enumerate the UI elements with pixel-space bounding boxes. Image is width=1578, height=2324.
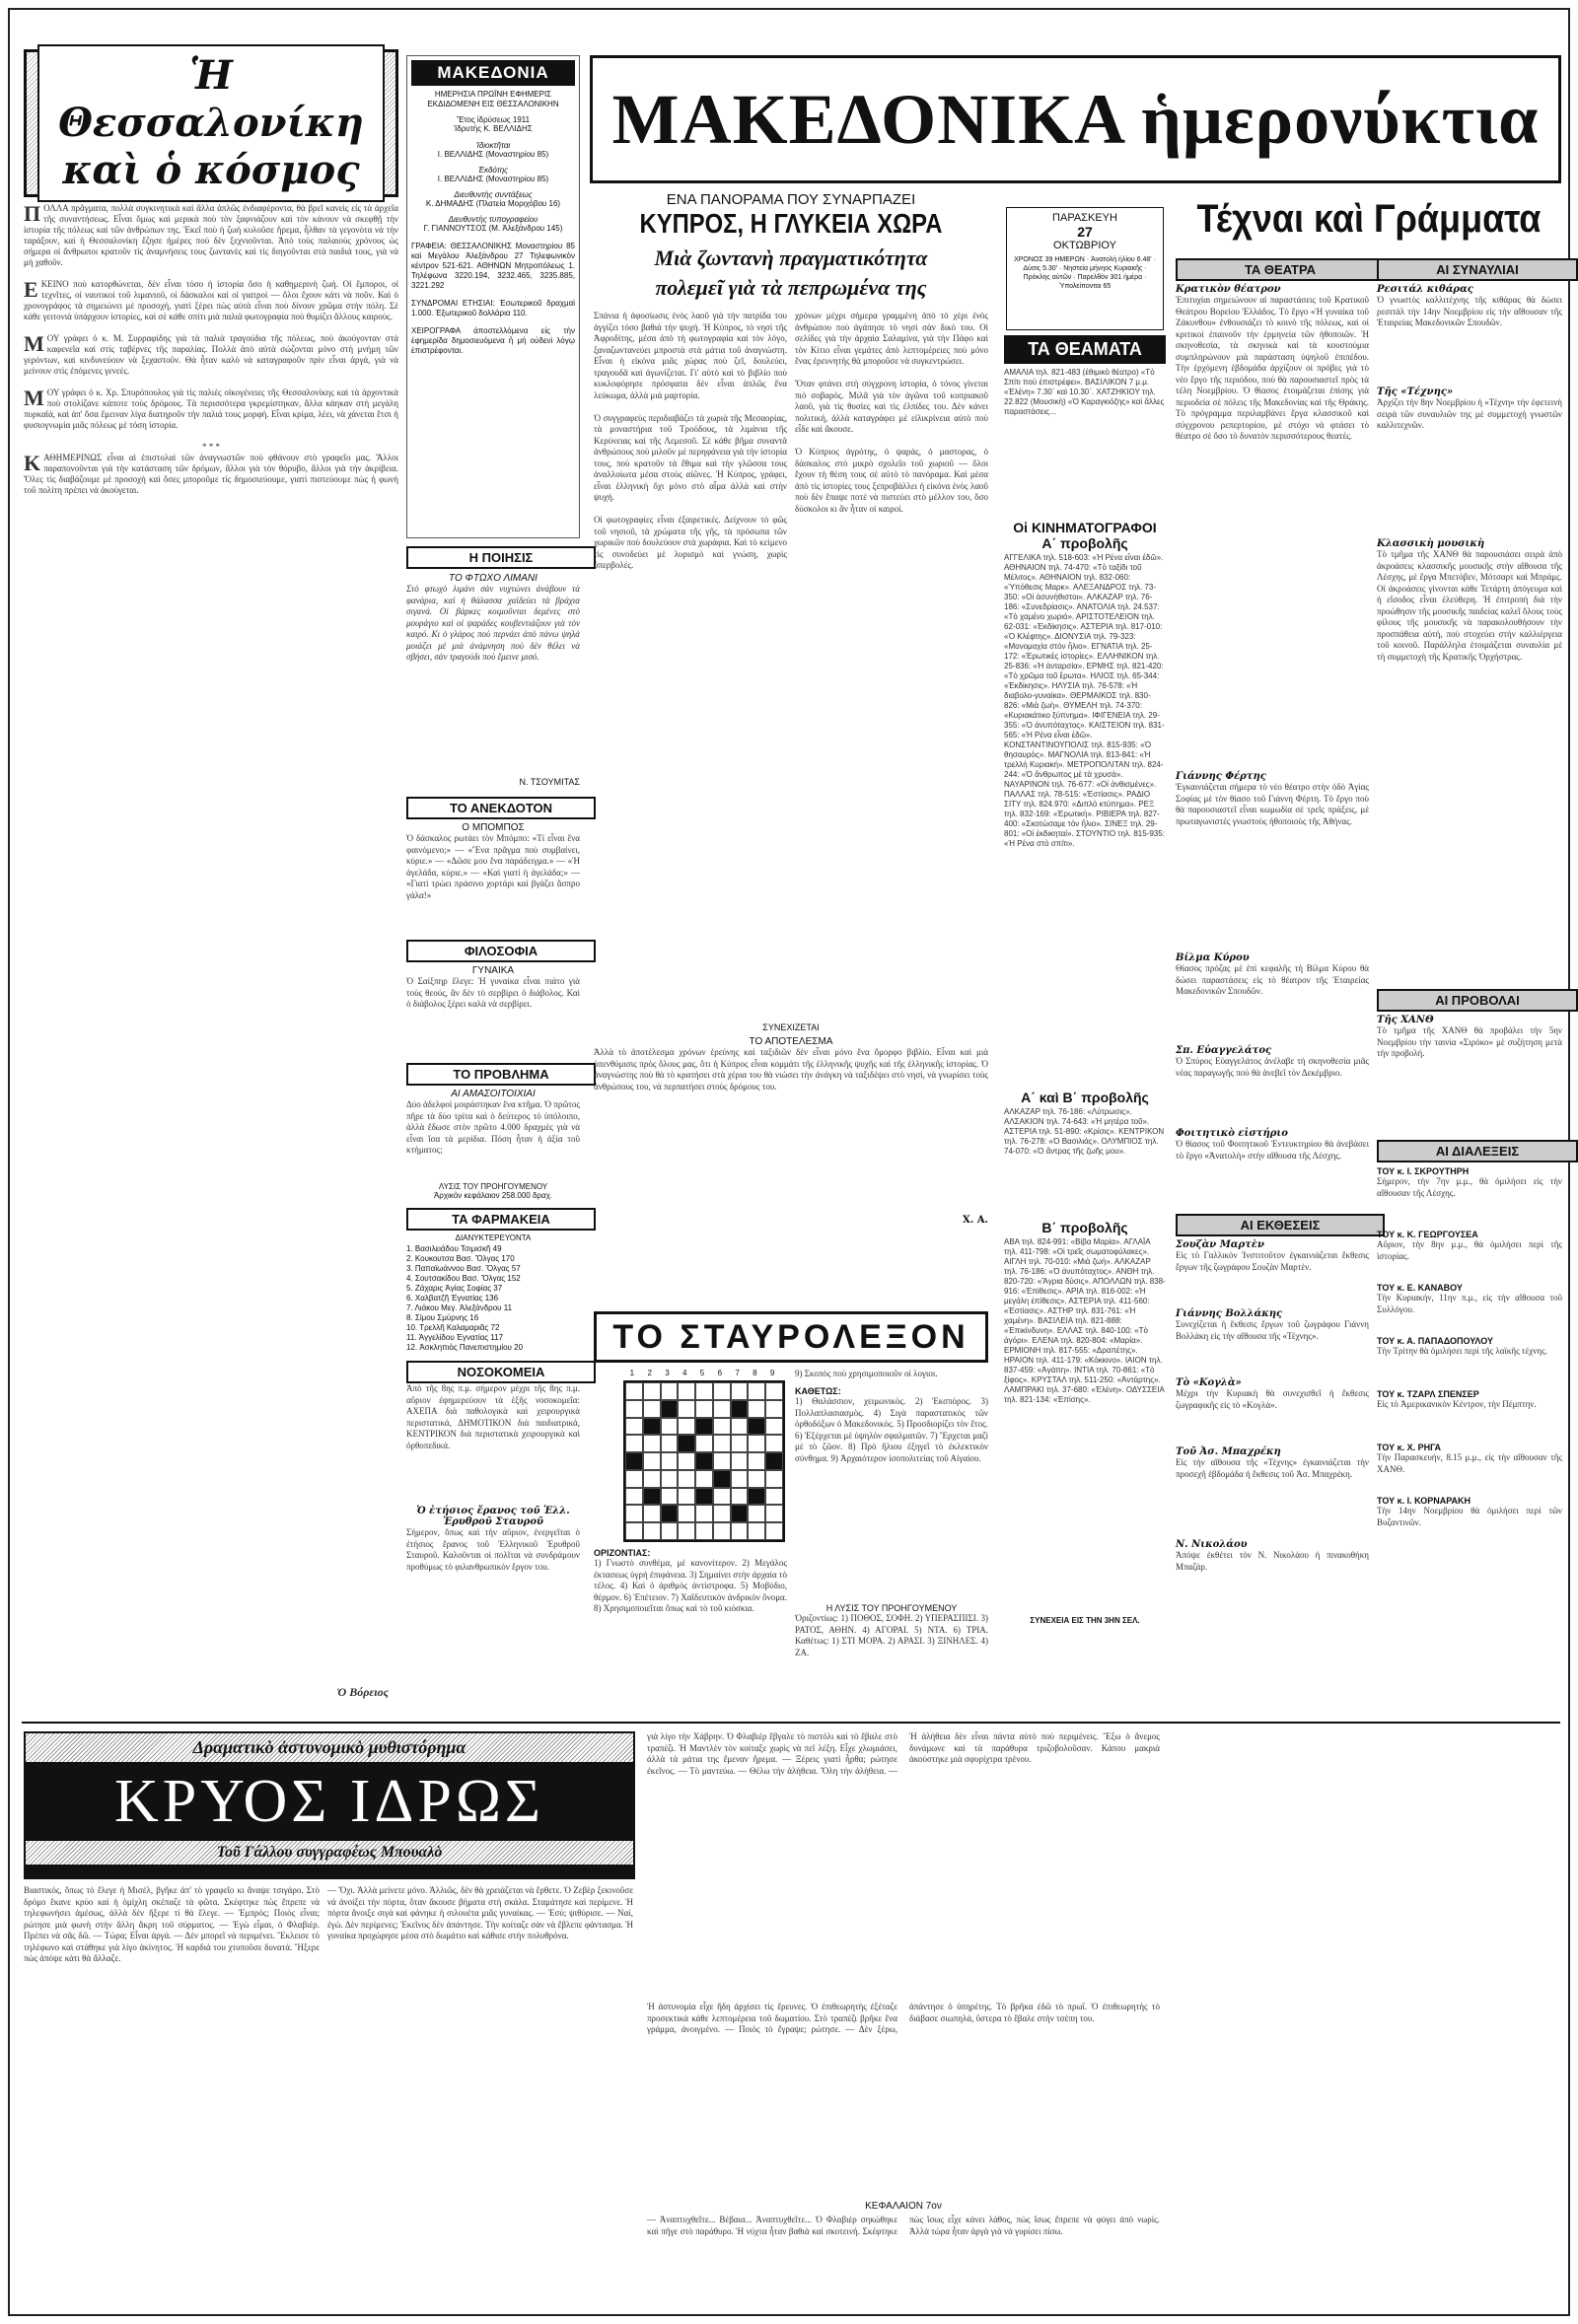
crossword-cell: [713, 1435, 731, 1452]
section-banner: [590, 55, 1561, 183]
cyprus-continue: ΣΥΝΕΧΙΖΕΤΑΙ: [762, 1022, 820, 1032]
problem-title: ΑΙ ΑΜΑΣΟΙΤΟΙΧΙΑΙ: [451, 1089, 536, 1099]
crossword-cell: [765, 1400, 783, 1418]
arts-title: Τέχναι καὶ Γράμματα: [1196, 197, 1542, 241]
cyprus-kicker: ΕΝΑ ΠΑΝΟΡΑΜΑ ΠΟΥ ΣΥΝΑΡΠΑΖΕΙ: [666, 191, 916, 208]
fundraiser-text: Σήμερον, ὅπως καὶ τὴν αὔριον, ἐνεργεῖται ὁ ἐτήσιος ἔρανος τοῦ Ἑλληνικοῦ Ἐρυθροῦ Σταυροῦ. Καλοῦνται οἱ πολῖται νὰ συνδράμουν προθύμως τὸ φιλανθρωπικὸν ἔργον του.: [406, 1527, 580, 1572]
lecture-3: ΤΟΥ κ. Ε. ΚΑΝΑΒΟΥ: [1377, 1283, 1463, 1293]
crossword-cell: [625, 1470, 643, 1488]
crossword-cell: [695, 1400, 713, 1418]
anecdote-title: Ο ΜΠΟΜΠΟΣ: [462, 822, 525, 833]
crossword-cell-black: [643, 1418, 661, 1436]
crossword-cell: [713, 1522, 731, 1540]
crossword-cell-black: [695, 1418, 713, 1436]
lecture-5-text: Εἰς τὸ Ἀμερικανικὸν Κέντρον, τὴν Πέμπτην.: [1377, 1399, 1537, 1409]
serial-author: Τοῦ Γάλλου συγγραφέως Μπουαλὸ: [26, 1841, 633, 1865]
crossword-cell: [678, 1522, 695, 1540]
crossword-cell: [713, 1400, 731, 1418]
crossword-cell: [678, 1470, 695, 1488]
crossword-numbers: [623, 1369, 781, 1377]
subscriptions: ΣΥΝΔΡΟΜΑΙ ΕΤΗΣΙΑΙ: Ἐσωτερικοῦ δραχμαὶ 1.000. Ἐξωτερικοῦ δολλάρια 110.: [411, 299, 575, 317]
crossword-cell: [678, 1418, 695, 1436]
lecture-6: ΤΟΥ κ. Χ. ΡΗΓΑ: [1377, 1443, 1442, 1452]
crossword-cell: [661, 1382, 679, 1400]
crossword-cell: [748, 1452, 765, 1470]
cyprus-title: ΚΥΠΡΟΣ, Η ΓΛΥΚΕΙΑ ΧΩΡΑ: [639, 208, 943, 239]
crossword-cell: [748, 1505, 765, 1522]
crossword-horizontal: [594, 1548, 787, 1716]
crossword-cell: [713, 1488, 731, 1506]
theatre-text: Ἐπιτυχίαι σημειώνουν αἱ παραστάσεις τοῦ Κρατικοῦ Θεάτρου Βορείου Ἑλλάδος. Τὸ ἔργο «Ἡ γυναίκα τοῦ Ζάκυνθου» ἐνθουσιάζει τὸ κοινὸ τῆς πόλεως, καὶ οἱ κριτικοὶ ἐπαινοῦν τὴν ἐρμηνεία τῶν ἠθοποιῶν. Ἡ σκηνοθεσία, τὰ σκηνικὰ καὶ τὰ κουστούμια συμπληρώνουν μιὰ παράσταση ὑψηλοῦ ἐπιπέδου. Τὴν ἐρχόμενη ἑβδομάδα ἀρχίζουν οἱ πρόβες γιὰ τὸ νέο ἔργο τῆς περιόδου, ποὺ θὰ παρουσιαστεῖ πρὸς τὰ τέλη Νοεμβρίου. Ὁ θίασος ἑτοιμάζεται ἐπίσης γιὰ περιοδεία σὲ πόλεις τῆς Μακεδονίας καὶ τῆς Θράκης. Τὸ πρόγραμμα περιλαμβάνει ἔργα κλασσικοῦ καὶ σύγχρονου ρεπερτορίου, μὲ στόχο νὰ φτάσει τὸ θέατρο σὲ ὅσο τὸ δυνατὸν περισσότερους θεατές.: [1176, 295, 1369, 441]
crossword-cell: [678, 1505, 695, 1522]
pharmacies-section: ΤΑ ΦΑΡΜΑΚΕΙΑ: [406, 1208, 596, 1231]
poem-author: Ν. ΤΣΟΥΜΙΤΑΣ: [519, 777, 580, 787]
crossword-cell: [765, 1470, 783, 1488]
crossword-title: ΤΟ ΣΤΑΥΡΟΛΕΞΟΝ: [594, 1311, 988, 1363]
date-month: ΟΚΤΩΒΡΙΟΥ: [1053, 240, 1116, 251]
theatre-sub: Κρατικὸν θέατρον: [1176, 284, 1281, 295]
crossword-cell: [625, 1522, 643, 1540]
crossword-vertical: [795, 1369, 988, 1714]
crossword-cell: [695, 1435, 713, 1452]
student-text: Ὁ θίασος τοῦ Φοιτητικοῦ Ἐντευκτηρίου θὰ ἀνεβάσει τὸ ἔργο «Ἀνατολὴ» στὴν αἴθουσα τῆς Λέσχης.: [1176, 1139, 1369, 1161]
cyprus-subtitle: Μιὰ ζωντανὴ πραγματικότητα πολεμεῖ γιὰ τὰ πεπρωμένα της: [654, 246, 928, 300]
serial-col-2: — Ὄχι. Ἀλλὰ μείνετε μόνο. Ἀλλιῶς, δὲν θὰ χρειάζεται νὰ ἔρθετε. Ὁ Ζεβὲρ ξεκινοῦσε νὰ ἀνοίξει τὴν πόρτα, ὅταν ἄκουσε βήματα στὴ σκάλα. Σταμάτησε καὶ περίμενε. Ἡ πόρτα ἄνοιξε σιγὰ καὶ φάνηκε ἡ σιλουέτα μιᾶς γυναίκας. — Ἐσύ; ψιθύρισε. — Ναί, ἐγώ. Δὲν περίμενες; Ἐκεῖνος δὲν ἀπάντησε. Τὴν κοίταζε σὰν νὰ ἔβλεπε φάντασμα. Ἡ γυναίκα προχώρησε μέσα στὸ δωμάτιο καὶ κάθισε στὴν πολυθρόνα.: [327, 1885, 633, 1940]
printing-director: Γ. ΓΙΑΝΝΟΥΤΣΟΣ (Μ. Ἀλεξάνδρου 145): [423, 224, 563, 233]
crossword-cell-black: [625, 1452, 643, 1470]
concerts-section: ΑΙ ΣΥΝΑΥΛΙΑΙ: [1377, 258, 1578, 281]
philosophy-text: Ὁ Σαίξπηρ ἔλεγε: Ἡ γυναίκα εἶναι πιάτο γιὰ τοὺς θεούς, ἂν δὲν τὸ σερβίρει ὁ διάβολος. Καὶ ὁ διάβολος ξέρει καλὰ νὰ σερβίρει.: [406, 976, 580, 1009]
exhibitions-section: ΑΙ ΕΚΘΕΣΕΙΣ: [1176, 1214, 1385, 1236]
crossword-cell: [731, 1470, 749, 1488]
crossword-cell: [748, 1382, 765, 1400]
exhibition-1: Σουζὰν Μαρτὲν: [1176, 1239, 1264, 1250]
problem-text: Δύο ἀδελφοὶ μοιράστηκαν ἕνα κτῆμα. Ὁ πρῶτος πῆρε τὰ δύο τρίτα καὶ ὁ δεύτερος τὸ ὑπόλοιπο, ἀλλὰ ἔδωσε στὸν πρῶτο 4.000 δραχμὲς γιὰ νὰ εἶναι ἴσα τὰ μερίδια. Πόση ἦταν ἡ ἀξία τοῦ κτήματος;: [406, 1099, 580, 1155]
crossword-number: 5: [699, 1369, 705, 1377]
hospitals-text: Ἀπὸ τῆς 8ης π.μ. σήμερον μέχρι τῆς 8ης π.μ. αὔριον ἐφημερεύουν τὰ ἑξῆς νοσοκομεῖα: ΑΧΕΠΑ διὰ παθολογικὰ καὶ χειρουργικὰ περιστατικά, ΔΗΜΟΤΙΚΟΝ διὰ παιδιατρικά, ΚΕΝΤΡΙΚΟΝ διὰ περιστατικὰ χειρουργικὰ καὶ ὀρθοπεδικά.: [406, 1383, 580, 1450]
crossword-cell: [695, 1505, 713, 1522]
crossword-vertical-label: ΚΑΘΕΤΩΣ:: [795, 1386, 841, 1396]
hano-text: Τὸ τμῆμα τῆς ΧΑΝΘ θὰ προβάλει τὴν 5ην Νοεμβρίου τὴν ταινία «Σιρόκο» μὲ συζήτηση μετὰ τὴν προβολή.: [1377, 1025, 1562, 1058]
pharmacy-item: 6. Χαλβατζῆ Ἐγνατίας 136: [406, 1294, 499, 1303]
evangelatos-sub: Σπ. Εὐαγγελάτος: [1176, 1045, 1272, 1056]
date-box: [1006, 207, 1164, 330]
anecdote-text: Ὁ δάσκαλος ρωτάει τὸν Μπόμπο: «Τί εἶναι ἕνα φαινόμενο;» — «Ἕνα πρᾶγμα ποὺ συμβαίνει, κύριε.» — «Δῶσε μου ἕνα παράδειγμα.» — «Ἡ ἀγελάδα, κύριε.» — «Καὶ γιατί ἡ ἀγελάδα;» — «Γιατὶ τρώει πράσινο χορτάρι καὶ βγάζει ἄσπρο γάλα!»: [406, 833, 580, 900]
crossword-cell: [661, 1435, 679, 1452]
lecture-1-text: Σήμερον, τὴν 7ην μ.μ., θὰ ὁμιλήσει εἰς τὴν αἴθουσαν τῆς Λέσχης.: [1377, 1176, 1562, 1198]
crossword-cell: [643, 1435, 661, 1452]
newspaper-page: [8, 8, 1570, 2316]
anecdote-section: ΤΟ ΑΝΕΚΔΟΤΟΝ: [406, 797, 596, 819]
crossword-cell: [625, 1505, 643, 1522]
paper-masthead: [406, 55, 580, 538]
cyprus-result-text: Ἀλλὰ τὸ ἀποτέλεσμα χρόνων ἐρεύνης καὶ ταξιδιῶν δὲν εἶναι μόνο ἕνα ὄμορφο βιβλίο. Εἶναι καὶ μιὰ ὑπενθύμισις πρὸς ὅλους μας, ὅτι ἡ Κύπρος εἶναι κομμάτι τῆς ἑλληνικῆς ψυχῆς καὶ τῆς ἑλληνικῆς ἱστορίας. Ὁ ἀναγνώστης ποὺ θὰ τὸ κρατήσει στὰ χέρια του θὰ νιώσει τὴν ἀνάγκη νὰ ταξιδέψει στὸ νησί, νὰ γνωρίσει τοὺς ἀνθρώπους του, νὰ περπατήσει στοὺς δρόμους του.: [594, 1047, 988, 1092]
problem-solution: Ἀρχικὸν κεφάλαιον 258.000 δραχ.: [433, 1191, 553, 1200]
left-article: Π ΟΛΛΑ πρᾶγματα, πολλὰ συγκινητικὰ καὶ ἄλλα ἀπλῶς ἐνδιαφέροντα, θὰ βρεῖ κανεὶς εἰς τὰ ἀρχεῖα τῆς συναντήσεως. Εἶναι ὅμως καὶ μερικὰ ποὺ τὸν ξαφνιάζουν καὶ τὸν κάνουν νὰ σκεφθῇ τὴν ἱστορία τῆς πόλεως καὶ τῶν ἀνθρώπων της. Ἐκεῖ ποὺ ἡ ζωὴ κυλοῦσε ἤρεμα, ἦλθαν τὰ γεγονότα νὰ τὴν ταράξουν, καὶ ἡ Θεσσαλονίκη ἔζησε ἡμέρες ποὺ δὲν ξεχνιοῦνται. Ἀπὸ τοὺς παλαιοὺς χρόνους ὡς σήμερα οἱ ἄνθρωποι κρατοῦν τὶς ἀναμνήσεις τους ζωντανὲς καὶ τὶς διηγοῦνται στὰ παιδιά τους, γιὰ νὰ μὴ χαθοῦν. Ε ΚΕΙΝΟ ποὺ κατορθώνεται, δὲν εἶναι τόσο ἡ ἱστορία ὅσο ἡ καθημερινὴ ζωή. Οἱ ἔμποροι, οἱ τεχνῖτες, οἱ ναυτικοὶ τοῦ λιμανιοῦ, οἱ δάσκαλοι καὶ οἱ γιατροὶ — ὅλοι ἔχουν κάτι νὰ ποῦν. Καὶ ὁ χρονογράφος τὰ σημειώνει μὲ προσοχή, γιατὶ ξέρει πὼς αὐτὰ εἶναι ποὺ δίνουν χρῶμα στὴν πόλη. Σὲ κάθε γειτονιὰ ὑπάρχουν ἱστορίες, καὶ σὲ κάθε σπίτι μιὰ παλιὰ φωτογραφία ποὺ θυμίζει ἄλλους καιρούς. Μ ΟΥ γράφει ὁ κ. Μ. Συρραφίδης γιὰ τὰ παλιὰ τραγούδια τῆς πόλεως, ποὺ ἀκούγονταν στὰ καφενεῖα καὶ στὶς ταβέρνες τῆς παραλίας. Πολλὰ ἀπὸ αὐτὰ σώζονται μόνο στὴ μνήμη τῶν γερόντων, καὶ κινδυνεύουν νὰ ξεχαστοῦν. Θὰ ἦταν καλὸ νὰ καταγραφοῦν πρὶν εἶναι ἀργά, γιὰ νὰ μείνουν στὶς ἐπόμενες γενεές. Μ ΟΥ γράφει ὁ κ. Χρ. Σπυρόπουλος γιὰ τὶς παλιὲς οἰκογένειες τῆς Θεσσαλονίκης καὶ τὰ ἀρχοντικὰ ποὺ στολίζανε κάποτε τοὺς δρόμους. Τὰ περισσότερα γκρεμίστηκαν, ἄλλα κάηκαν στὴ μεγάλη πυρκαϊά, καὶ ἀπ' ὅσα ἔμειναν λίγα διατηροῦν τὴν παλιά τους μορφή. Εἶναι κρίμα, λέει, νὰ χάνεται ἔτσι ἡ φυσιογνωμία μιᾶς πόλεως μὲ τόση ἱστορία. * * * Κ ΑΘΗΜΕΡΙΝΩΣ εἶναι αἱ ἐπιστολαὶ τῶν ἀναγνωστῶν ποὺ φθάνουν στὸ γραφεῖο μας. Ἄλλοι παραπονοῦνται γιὰ τὴν κατάσταση τῶν δρόμων, ἄλλοι γιὰ τὸν θόρυβο, ἄλλοι γιὰ τὴν ἀκρίβεια. Ὅλες τὶς διαβάζουμε μὲ προσοχὴ καὶ ὅσες μποροῦμε τὶς δημοσιεύουμε, γιατὶ πιστεύουμε πὼς ἡ φωνὴ τοῦ πολίτη πρέπει νὰ ἀκούγεται. Ὁ Βόρειος: [24, 203, 398, 1699]
crossword-cell: [695, 1522, 713, 1540]
crossword-cell: [695, 1470, 713, 1488]
cyprus-col-1: Σπάνια ἡ ἀφοσίωσις ἑνὸς λαοῦ γιὰ τὴν πατρίδα του ἀγγίζει τόσο βαθιὰ τὴν ψυχή. Ἡ Κύπρος, τὸ νησὶ τῆς Ἀφροδίτης, μέσα ἀπὸ τὴ φωτογραφία καὶ τὸν λόγο, ξαναζωντανεύει μπροστὰ στὰ μάτια τοῦ ἀναγνώστη. Εἶναι ἡ εἰκόνα μιᾶς χώρας ποὺ ζεῖ, δουλεύει, τραγουδᾶ καὶ ἀγωνίζεται. Γι' αὐτὸ καὶ τὸ βιβλίο ποὺ κυκλοφόρησε πρόσφατα δὲν εἶναι ἁπλῶς ἕνα λεύκωμα, ἀλλὰ μιὰ μαρτυρία. Ὁ συγγραφεὺς περιδιαβάζει τὰ χωριὰ τῆς Μεσαορίας, τὰ μοναστήρια τοῦ Τροόδους, τὰ λιμάνια τῆς Κερύνειας καὶ τῆς Λεμεσοῦ. Σὲ κάθε βῆμα συναντᾶ ἀνθρώπους ποὺ μιλοῦν μὲ περηφάνεια γιὰ τὴν ἱστορία τους, ποὺ κρατοῦν τὰ ἔθιμα καὶ τὴν γλῶσσα τους ἀναλλοίωτα μέσα στοὺς αἰῶνες. Ἡ Κύπρος, γράφει, εἶναι ἑλληνικὴ ὄχι μόνο στὸ αἷμα ἀλλὰ καὶ στὴν ψυχή. Οἱ φωτογραφίες εἶναι ἐξαιρετικές. Δείχνουν τὸ φῶς τοῦ νησιοῦ, τὰ χρώματα τῆς γῆς, τὰ πρόσωπα τῶν χωρικῶν ποὺ δουλεύουν στὰ χωράφια. Καὶ τὸ κείμενο τὶς συνοδεύει μὲ λυρισμὸ καὶ γνώση, χωρὶς ὑπερβολές.: [594, 311, 787, 570]
crossword-cell: [625, 1488, 643, 1506]
manuscripts-note: ΧΕΙΡΟΓΡΑΦΑ ἀποστελλόμενα εἰς τὴν ἐφημερίδα δημοσιευόμενα ἢ μὴ οὐδενὶ λόγῳ ἐπιστρέφονται.: [411, 326, 575, 355]
student-sub: Φοιτητικὸ εἰστήριο: [1176, 1128, 1288, 1139]
crossword-vertical-clues-a: 9) Σκοπὸς ποὺ χρησιμοποιοῦν οἱ λογιοι.: [795, 1369, 938, 1378]
pharmacies-intro: ΔΙΑΝΥΚΤΕΡΕΥΟΝΤΑ: [455, 1233, 532, 1242]
editor: Κ. ΔΗΜΑΔΗΣ (Πλατεία Μοριχόβου 16): [425, 199, 561, 208]
crossword-cell: [625, 1435, 643, 1452]
founded-year: Ἔτος ἱδρύσεως 1911: [456, 115, 531, 124]
crossword-cell-black: [748, 1418, 765, 1436]
crossword-cell: [643, 1522, 661, 1540]
exhibition-4-text: Εἰς τὴν αἴθουσα τῆς «Τέχνης» ἐγκαινιάζεται τὴν προσεχῆ ἑβδομάδα ἡ ἔκθεσις τοῦ Ἀσ. Μπαχρέκη.: [1176, 1457, 1369, 1479]
cyprus-article: [594, 191, 988, 1305]
serial-col-1: Βιαστικός, ὅπως τὸ ἔλεγε ἡ Μισέλ, βγῆκε ἀπ' τὸ γραφεῖο κι ἄναψε τσιγάρο. Στὸ δρόμο ἔκανε κρύο καὶ ἡ ὁμίχλη σκέπαζε τὰ φῶτα. Σκέφτηκε πὼς ἔπρεπε νὰ τηλεφωνήσει ἀμέσως, ἀλλὰ δὲν ἤξερε τί θὰ ἔλεγε. — Ἐμπρός; Ποιὸς εἶναι; ρώτησε μιὰ φωνὴ στὴν ἄλλη ἄκρη τοῦ σύρματος. — Ἐγὼ εἶμαι, ὁ Φλαβιέρ. Πρέπει νὰ σᾶς δῶ. — Τώρα; Εἶναι ἀργά. — Δὲν μπορεῖ νὰ περιμένει. Ἔκλεισε τὸ τηλέφωνο καὶ στάθηκε γιὰ λίγο ἀκίνητος. Ἡ καρδιά του χτυποῦσε δυνατά. Ἤξερε πὼς ἀπόψε κάτι θὰ ἄλλαζε.: [24, 1885, 320, 1963]
crossword-cell: [765, 1488, 783, 1506]
arts-col-2: [1377, 258, 1562, 1718]
exhibition-4: Τοῦ Ἀσ. Μπαχρέκη: [1176, 1446, 1281, 1457]
crossword: [594, 1311, 988, 1716]
art-sub: Τῆς «Τέχνης»: [1377, 387, 1454, 397]
lecture-4-text: Τὴν Τρίτην θὰ ὁμιλήσει περὶ τῆς λαϊκῆς τέχνης.: [1377, 1346, 1547, 1356]
third-run-title: Β΄ προβολῆς: [1041, 1220, 1128, 1235]
crossword-cell-black: [765, 1452, 783, 1470]
crossword-cell: [765, 1435, 783, 1452]
crossword-cell: [713, 1418, 731, 1436]
crossword-cell: [748, 1400, 765, 1418]
exhibition-2-text: Συνεχίζεται ἡ ἔκθεσις ἔργων τοῦ ζωγράφου Γιάννη Βολλάκη εἰς τὴν αἴθουσα τῆς «Τέχνης».: [1176, 1319, 1369, 1341]
crossword-horizontal-label: ΟΡΙΖΟΝΤΙΑΣ:: [594, 1548, 651, 1558]
serial-divider: [22, 1722, 1560, 1724]
crossword-cell: [643, 1382, 661, 1400]
crossword-cell: [643, 1470, 661, 1488]
crossword-cell-black: [713, 1470, 731, 1488]
lecture-6-text: Τὴν Παρασκευήν, 8.15 μ.μ., εἰς τὴν αἴθουσαν τῆς ΧΑΝΘ.: [1377, 1452, 1562, 1474]
crossword-number: 4: [682, 1369, 687, 1377]
poetry-section: Η ΠΟΙΗΣΙΣ: [406, 546, 596, 569]
editor-label: Διευθυντὴς συντάξεως: [454, 190, 533, 199]
lecture-7-text: Τὴν 14ην Νοεμβρίου θὰ ὁμιλήσει περὶ τῶν Βυζαντινῶν.: [1377, 1506, 1562, 1527]
crossword-cell: [748, 1470, 765, 1488]
pharmacy-item: 1. Βασιλειάδου Τσιμισκῆ 49: [406, 1244, 502, 1253]
column-title: Ἡ Θεσσαλονίκη καὶ ὁ κόσμος: [58, 52, 364, 193]
crossword-cell-black: [695, 1452, 713, 1470]
exhibition-3: Τὸ «Κογλὰ»: [1176, 1377, 1242, 1388]
left-article-signature: Ὁ Βόρειος: [332, 1687, 393, 1699]
serial-title: ΚΡΥΟΣ ΙΔΡΩΣ: [113, 1768, 545, 1835]
crossword-cell: [643, 1505, 661, 1522]
fundraiser-title: Ὁ ἐτήσιος ἔρανος τοῦ Ἑλλ. Ἐρυθροῦ Σταυροῦ: [416, 1506, 570, 1527]
crossword-cell-black: [661, 1505, 679, 1522]
poem-text: Στὸ φτωχὸ λιμάνι σὰν νυχτώνει ἀνάβουν τὰ φανάρια, καὶ ἡ θάλασσα χαϊδεύει τὰ βράχια σιγανά. Οἱ βάρκες κοιμοῦνται δεμένες στὸ μουράγιο καὶ οἱ ψαράδες κουβεντιάζουν γιὰ τὸν καιρό. Κι ὁ γλάρος ποὺ περνάει ἀπὸ πάνω ψηλά μοιάζει μὲ μιὰ ἀνάμνηση ποὺ δὲν θέλει νὰ σβήσει, σὰν τραγούδι ποὺ ἔμεινε μισό.: [406, 584, 580, 662]
owners-label: Ἰδιοκτῆται: [475, 141, 511, 150]
crossword-cell: [625, 1382, 643, 1400]
crossword-cell: [731, 1488, 749, 1506]
serial-col-3: γιὰ λίγο τὴν Χάβρην. Ὁ Φλαβιὲρ ἔβγαλε τὸ πιστόλι καὶ τὸ ἔβαλε στὸ τραπέζι. Ἡ Μαντλὲν τὸν κοίταξε χωρὶς νὰ πεῖ λέξη. Εἶχε χλωμιάσει, ἀλλὰ τὰ μάτια της ἔμεναν ἤρεμα. — Ξέρεις γιατί ἦρθα; ρώτησε ἐκεῖνος. — Τὸ μαντεύω. — Θέλω τὴν ἀλήθεια. Ὅλη τὴν ἀλήθεια. — Ἡ ἀλήθεια δὲν εἶναι πάντα αὐτὸ ποὺ περιμένεις. Ἔξω ὁ ἄνεμος δυνάμωνε καὶ τὰ παράθυρα τριζοβολοῦσαν. Κάπου μακριὰ ἀκούστηκε μιὰ σφυρίχτρα τρένου.: [647, 1731, 1160, 1776]
crossword-cell: [731, 1382, 749, 1400]
pharmacy-item: 3. Παπαϊωάννου Βασ. Ὄλγας 57: [406, 1264, 521, 1273]
publisher: Ι. ΒΕΛΛΙΔΗΣ (Μοναστηρίου 85): [437, 175, 549, 183]
crossword-cell-black: [695, 1488, 713, 1506]
first-run-title: Α΄ προβολῆς: [1041, 535, 1128, 551]
fortis-text: Ἐγκαινιάζεται σήμερα τὸ νέο θέατρο στὴν ὁδὸ Ἀγίας Σοφίας μὲ τὸν θίασο τοῦ Γιάννη Φέρτη. Τὸ ἔργο ποὺ θὰ παρουσιαστεῖ εἶναι κωμωδία σὲ τρεῖς πράξεις, μὲ πρωταγωνιστὲς γνωστοὺς ἠθοποιοὺς τῆς Ἀθήνας.: [1176, 782, 1369, 826]
pharmacy-item: 10. Τρελλῆ Καλαμαριᾶς 72: [406, 1323, 500, 1332]
lecture-4: ΤΟΥ κ. Α. ΠΑΠΑΔΟΠΟΥΛΟΥ: [1377, 1336, 1493, 1346]
lecture-3-text: Τὴν Κυριακήν, 11ην π.μ., εἰς τὴν αἴθουσα τοῦ Συλλόγου.: [1377, 1293, 1562, 1314]
crossword-cell: [678, 1400, 695, 1418]
crossword-number: 8: [753, 1369, 757, 1377]
cyprus-signature: Χ. Α.: [963, 1215, 988, 1226]
crossword-cell-black: [678, 1435, 695, 1452]
crossword-cell: [731, 1452, 749, 1470]
arts-col-1: [1176, 258, 1369, 1718]
exhibition-5-text: Ἀπόψε ἐκθέτει τὸν Ν. Νικολάου ἡ πινακοθήκη Μπαζάρ.: [1176, 1550, 1369, 1572]
lectures-section: ΑΙ ΔΙΑΛΕΞΕΙΣ: [1377, 1140, 1578, 1162]
serial-col-5: — Ἀναπτυχθεῖτε... Βέβαια... Ἀναπτυχθεῖτε... Ὁ Φλαβιὲρ σηκώθηκε καὶ πῆγε στὸ παράθυρο. Ἡ νύχτα ἦταν βαθιὰ καὶ σκοτεινή. Σκέφτηκε πὼς ἴσως εἶχε κάνει λάθος, πὼς ἴσως ἔπρεπε νὰ φύγει ἀπὸ νωρίς. Ἀλλὰ τώρα ἦταν ἀργὰ γιὰ νὰ γυρίσει πίσω.: [647, 2215, 1160, 2236]
crossword-number: 9: [769, 1369, 775, 1377]
crossword-cell: [731, 1435, 749, 1452]
kyros-text: Θίασος πρόζας μὲ ἐπὶ κεφαλῆς τὴ Βίλμα Κύρου θὰ δώσει παραστάσεις εἰς τὸ θέατρον τῆς Ἑταιρείας Μακεδονικῶν Σπουδῶν.: [1176, 963, 1369, 996]
crossword-solution-label: Η ΛΥΣΙΣ ΤΟΥ ΠΡΟΗΓΟΥΜΕΝΟΥ: [825, 1603, 958, 1613]
crossword-cell: [661, 1452, 679, 1470]
lecture-5: ΤΟΥ κ. ΤΖΑΡΛ ΣΠΕΝΣΕΡ: [1377, 1389, 1479, 1399]
second-run-listings: ΑΛΚΑΖΑΡ τηλ. 76-186: «Λύτρωσις». ΑΛΣΑΚΙΟΝ τηλ. 74-643: «Ἡ μητέρα τοῦ». ΑΣΤΕΡΙΑ τηλ. 51-890: «Κρίσις». ΚΕΝΤΡΙΚΟΝ τηλ. 76-278: «Ὁ Βασιλιάς». ΟΛΥΜΠΙΟΣ τηλ. 74-070: «Ὁ ἄντρας τῆς ζωῆς μου».: [1004, 1107, 1165, 1156]
exhibition-3-text: Μέχρι τὴν Κυριακὴ θὰ συνεχισθεῖ ἡ ἔκθεσις ζωγραφικῆς εἰς τὸ «Κογλὰ».: [1176, 1388, 1369, 1410]
offices: ΓΡΑΦΕΙΑ: ΘΕΣΣΑΛΟΝΙΚΗΣ Μοναστηρίου 85 καὶ Μεγάλου Ἀλεξάνδρου 27 Τηλεφωνικὸν κέντρον 521-621. ΑΘΗΝΩΝ Μητροπόλεως 1. Τηλέφωνα 3220.194, 3232.465, 3235.885, 3221.292: [411, 242, 575, 290]
pharmacy-item: 7. Λιάκου Μεγ. Ἀλεξάνδρου 11: [406, 1303, 513, 1312]
founder: Ἱδρυτὴς Κ. ΒΕΛΛΙΔΗΣ: [454, 124, 533, 133]
date-day: 27: [1077, 224, 1093, 240]
pharmacy-item: 5. Ζάχαρις Ἀγίας Σοφίας 37: [406, 1284, 503, 1293]
first-run-listings: ΑΓΓΕΛΙΚΑ τηλ. 518-603: «Ἡ Ρένα εἶναι ἐδῶ». ΑΘΗΝΑΙΟΝ τηλ. 74-470: «Τὸ ταξίδι τοῦ Μέλιτος». ΑΘΗΝΑΙΟΝ τηλ. 832-060: «Ὑπόθεσις Μαρκ». ΑΛΕΞΑΝΔΡΟΣ τηλ. 73-350: «Οἱ ἀσυνήθιστοι». ΑΛΚΑΖΑΡ τηλ. 76-186: «Συνεδρίασις». ΑΝΑΤΟΛΙΑ τηλ. 24.537: «Τὸ χαμένο χωριό». ΑΡΙΣΤΟΤΕΛΕΙΟΝ τηλ. 62-031: «Ἐκδίκησις». ΑΣΤΕΡΙΑ τηλ. 817-010: «Ὁ Κλέφτης». ΔΙΟΝΥΣΙΑ τηλ. 79-323: «Μονομαχία στὸν ἥλιο». ΕΓΝΑΤΙΑ τηλ. 25-172: «Ἐρωτικὲς ἱστορίες». ΕΛΛΗΝΙΚΟΝ τηλ. 25-836: «Ἡ ἀνταρσία». ΕΡΜΗΣ τηλ. 821-420: «Τὸ χρῶμα τοῦ ἔρωτα». ΗΛΙΟΣ τηλ. 65-344: «Ἐκδίκησις». ΗΛΥΣΙΑ τηλ. 76-578: «Ἡ διαβολο-γυναίκα». ΘΕΡΜΑΙΚΟΣ τηλ. 830-826: «Μιὰ ζωὴ». ΘΥΜΕΛΗ τηλ. 74-370: «Κυριακάτικο ξύπνημα». ΙΦΙΓΕΝΕΙΑ τηλ. 29-355: «Ὁ ἀνυπόταχτος». ΚΑΙΣΤΕΙΟΝ τηλ. 831-565: «Ἡ Ρένα εἶναι ἐδῶ». ΚΟΝΣΤΑΝΤΙΝΟΥΠΟΛΙΣ τηλ. 815-935: «Ὁ θησαυρὸς». ΜΑΓΝΟΛΙΑ τηλ. 813-841: «Ἡ τρελλὴ Κυριακή». ΜΕΤΡΟΠΟΛΙΤΑΝ τηλ. 824-244: «Ὁ ἄνθρωπος μὲ τὰ χρυσὰ». ΝΑΥΑΡΙΝΟΝ τηλ. 76-677: «Οἱ ἀνθισμένες». ΠΑΛΛΑΣ τηλ. 78-515: «Ἑστίασις». ΡΑΔΙΟ ΣΙΤΥ τηλ. 824.970: «Διπλὸ κτύπημα». ΡΕΞ τηλ. 832-169: «Ἐρωτικὴ». ΡΙΒΙΕΡΑ τηλ. 827-400: «Σκοτώσαμε τὸν ἥλιο». ΣΙΝΕΞ τηλ. 29-801: «Οἱ ἐκδικηταί». ΣΤΟΥΝΤΙΟ τηλ. 815-935: «Ἡ Ρένα στὸ σπίτι».: [1004, 553, 1165, 848]
crossword-cell: [625, 1418, 643, 1436]
crossword-cell-black: [748, 1488, 765, 1506]
poem-title: ΤΟ ΦΤΩΧΟ ΛΙΜΑΝΙ: [449, 573, 538, 584]
section-banner-title: ΜΑΚΕΔΟΝΙΚΑ ἡμερονύκτια: [611, 79, 1540, 159]
crossword-cell: [765, 1382, 783, 1400]
kyros-sub: Βίλμα Κύρου: [1176, 952, 1250, 963]
crossword-cell: [713, 1452, 731, 1470]
shows-section: ΤΑ ΘΕΑΜΑΤΑ: [1004, 335, 1166, 364]
classical-sub: Κλασσικὴ μουσικὴ: [1377, 538, 1485, 549]
crossword-cell: [748, 1522, 765, 1540]
crossword-cell: [713, 1505, 731, 1522]
second-run-title: Α΄ καὶ Β΄ προβολῆς: [1021, 1090, 1149, 1105]
hano-sub: Τῆς ΧΑΝΘ: [1377, 1015, 1434, 1025]
crossword-cell: [678, 1452, 695, 1470]
serial-chapter: ΚΕΦΑΛΑΙΟΝ 7ον: [865, 2201, 942, 2212]
column-title-box: [24, 49, 398, 197]
crossword-solution: Ὁριζοντίως: 1) ΠΟΘΟΣ, ΣΟΦΗ. 2) ΥΠΕΡΑΣΠΙΣΙ. 3) ΡΑΤΟΣ, ΑΘΗΝ. 4) ΑΓΟΡΑΙ. 5) ΝΤΑ. 6) ΤΡΙΑ. Καθέτως: 1) ΣΤΙ ΜΟΡΑ. 2) ΑΡΑΣΙ. 3) ΞΙΝΗΛΕΣ. 4) ΖΑ.: [795, 1613, 988, 1657]
lecture-7: ΤΟΥ κ. Ι. ΚΟΡΝΑΡΑΚΗ: [1377, 1496, 1471, 1506]
crossword-number: 2: [647, 1369, 652, 1377]
crossword-cell: [661, 1488, 679, 1506]
third-run-listings: ΑΒΑ τηλ. 824-991: «Βίβα Μαρία». ΑΓΛΑΪΑ τηλ. 411-798: «Οἱ τρεῖς σωματοφύλακες». ΑΙΓΛΗ τηλ. 70-010: «Μιὰ ζωὴ». ΑΛΚΑΖΑΡ τηλ. 76-186: «Ὁ ἀνυπόταχτος». ΑΝΘΗ τηλ. 820-720: «Ἄγρια δύσις». ΑΠΟΛΛΩΝ τηλ. 838-916: «Ἐπίθεσις». ΑΡΙΑ τηλ. 816-002: «Ἡ μεγάλη ἐπίθεσις». ΑΣΤΕΡΙΑ τηλ. 411-560: «Ἑστίασις». ΑΣΤΗΡ τηλ. 831-761: «Ἡ χαμένη». ΒΑΣΙΛΕΙΑ τηλ. 821-888: «Ἐπικίνδυνη». ΕΛΛΑΣ τηλ. 840-100: «Τὸ ἀγόρι». ΕΛΕΝΑ τηλ. 820-804: «Μαρία». ΕΡΜΙΟΝΗ τηλ. 817-555: «Δραπέτης». ΗΡΑΙΟΝ τηλ. 411-179: «Κόκκινο». ΙΑΙΟΝ τηλ. 837-459: «Ἀγάπη». ΙΝΤΙΑ τηλ. 70-861: «Τὸ ξίφος». ΚΡΥΣΤΑΛ τηλ. 511-250: «Ἀντάρτης». ΛΑΜΠΡΑΚΙ τηλ. 37-680: «Ἑλένη». ΟΔΥΣΣΕΙΑ τηλ. 821-134: «Ἐπίσης».: [1004, 1237, 1166, 1404]
theatre-listings: ΑΜΑΛΙΑ τηλ. 821-483 (ἐθιμικὸ θέατρο) «Τὸ Σπίτι ποὺ ἐπιστρέφει». ΒΑΣΙΛΙΚΟΝ 7 μ.μ. «Ἑλένη» 7.30΄ καὶ 10.30΄. ΧΑΤΖΗΚΙΟΥ τηλ. 22.822 (Μουσικὴ) «Ὁ Καραγκιόζης» καὶ ἄλλες παραστάσεις...: [1004, 368, 1165, 416]
concert-text: Ὁ γνωστὸς καλλιτέχνης τῆς κιθάρας θὰ δώσει ρεσιτάλ τὴν 14ην Νοεμβρίου εἰς τὴν αἴθουσαν τῆς Ἑταιρείας Μακεδονικῶν Σπουδῶν.: [1377, 295, 1562, 327]
pharmacy-item: 2. Κουκουτσα Βασ. Ὄλγας 170: [406, 1254, 515, 1263]
pharmacy-item: 8. Σίμου Σμύρνης 16: [406, 1313, 479, 1322]
exhibition-5: Ν. Νικολάου: [1176, 1539, 1248, 1550]
fortis-sub: Γιάννης Φέρτης: [1176, 771, 1266, 782]
crossword-number: 7: [735, 1369, 740, 1377]
crossword-cell: [731, 1418, 749, 1436]
crossword-horizontal-clues: 1) Γνωστὸ συνθέμα, μὲ κανονίτερον. 2) Μεγάλος ἐκτασεως ὑγρή ἐπιφάνεια. 3) Σημαίνει στὴν ἀρχαία τὸ τέλος. 4) Καὶ ὁ ἀριθμὸς ἀντίστροφα. 5) Μοβύδιο, θέρμον. 6) Ἐπέτειον. 7) Χαΐδευτικὸν ἀνδρικὸν ὄνομα. 8) Χρησιμοποιεῖται ὅπως καὶ τὸ τοῦ κιόσκια.: [594, 1558, 787, 1613]
paper-name: ΜΑΚΕΔΟΝΙΑ: [411, 60, 575, 86]
pharmacy-item: 4. Σουτσακίδου Βασ. Ὄλγας 152: [406, 1274, 521, 1283]
cyprus-result: ΤΟ ΑΠΟΤΕΛΕΣΜΑ: [749, 1036, 833, 1047]
pharmacies-list: [406, 1244, 580, 1353]
concert-sub: Ρεσιτάλ κιθάρας: [1377, 284, 1473, 295]
shows-column: [1004, 335, 1166, 1716]
crossword-vertical-clues: 1) Θαλάσσιον, χειμωνικὸς. 2) Ἐκσπόρος. 3) Πολλαπλασιασμὸς. 4) Σιγὰ παραστατικὸς τῶν ὀρθοδόξων ὁ Μακεδονικὸς. 5) Προσδιορίζει τὸν ἔτος. 6) Ἐξέρχεται μὲ ὑψηλὸν σφαλματῶν. 7) Ἔρχεται μαζὶ μὲ τὸ ζῶον. 8) Πρὸ ἥλιου ἐξηγεῖ τὸ ἐκλεκτικὸν σύνθημα. 9) Ἀρχαιότερον ἰσοπολιτείας τοῦ Αἰγαίου.: [795, 1396, 988, 1463]
crossword-cell: [765, 1418, 783, 1436]
serial-banner: [24, 1731, 635, 1879]
classical-text: Τὸ τμῆμα τῆς ΧΑΝΘ θὰ παρουσιάσει σειρὰ ἀπὸ ἀκροάσεις κλασσικῆς μουσικῆς στὴν αἴθουσα τῆς Λέσχης, μὲ ἔργα Μπετόβεν, Μότσαρτ καὶ Μπράμς. Οἱ ἀκροάσεις γίνονται κάθε Τετάρτη ἀπόγευμα καὶ ἡ εἴσοδος εἶναι ἐλεύθερη. Ἡ ἐπιτροπὴ διὰ τὴν προώθησιν τῆς μουσικῆς παιδείας καλεῖ ὅλους τοὺς φίλους τῆς μουσικῆς νὰ παρακολουθήσουν τὴν προσπάθεια αὐτή, ποὺ στοχεύει στὴν καλλιέργεια τοῦ κοινοῦ. Παράλληλα ἑτοιμάζεται συναυλία μὲ τὴ συμμετοχὴ τῆς Κρατικῆς Ὀρχήστρας.: [1377, 549, 1562, 662]
lecture-2-text: Αὔριον, τὴν 8ην μ.μ., θὰ ὁμιλήσει περὶ τῆς ἱστορίας.: [1377, 1239, 1562, 1261]
crossword-cell: [661, 1470, 679, 1488]
crossword-cell: [678, 1382, 695, 1400]
date-weekday: ΠΑΡΑΣΚΕΥΗ: [1052, 212, 1117, 224]
date-info: ΧΡΟΝΟΣ 39 ΗΜΕΡΩΝ · Ἀνατολὴ ἡλίου 6.48' · Δύσις 5.30' · Νηστεία μήνηος Κυριακῆς · Πρόκλης αὐτῶν · Παρελθὸν 301 ἡμέρα · Ὑπολείπονται 65: [1014, 256, 1156, 290]
misc-column: [406, 542, 580, 1716]
evangelatos-text: Ὁ Σπύρος Εὐαγγελάτος ἀνέλαβε τὴ σκηνοθεσία μιᾶς νέας παραγωγῆς ποὺ θὰ ἀνεβεῖ τὸν Δεκέμβριο.: [1176, 1056, 1369, 1078]
philosophy-section: ΦΙΛΟΣΟΦΙΑ: [406, 940, 596, 962]
crossword-cell-black: [643, 1488, 661, 1506]
crossword-cell: [731, 1522, 749, 1540]
philosophy-title: ΓΥΝΑΙΚΑ: [471, 965, 515, 976]
crossword-cell: [748, 1435, 765, 1452]
theatre-section: ΤΑ ΘΕΑΤΡΑ: [1176, 258, 1385, 281]
art-text: Ἀρχίζει τὴν 8ην Νοεμβρίου ἡ «Τέχνη» τὴν ἐφετεινὴ σειρὰ τῶν συναυλιῶν της μὲ συμμετοχὴ γνωστῶν καλλιτεχνῶν.: [1377, 397, 1562, 430]
exhibition-2: Γιάννης Βολλάκης: [1176, 1308, 1283, 1319]
crossword-cell: [661, 1522, 679, 1540]
paper-subtitle: ΗΜΕΡΗΣΙΑ ΠΡΩΪΝΗ ΕΦΗΜΕΡΙΣ ΕΚΔΙΔΟΜΕΝΗ ΕΙΣ ΘΕΣΣΑΛΟΝΙΚΗΝ: [427, 90, 559, 108]
crossword-cell-black: [731, 1400, 749, 1418]
crossword-cell: [661, 1418, 679, 1436]
problem-section: ΤΟ ΠΡΟΒΛΗΜΑ: [406, 1063, 596, 1086]
publisher-label: Ἐκδότης: [477, 166, 509, 175]
screenings-section: ΑΙ ΠΡΟΒΟΛΑΙ: [1377, 989, 1578, 1012]
crossword-cell: [765, 1522, 783, 1540]
lecture-1: ΤΟΥ κ. Ι. ΣΚΡΟΥΤΗΡΗ: [1377, 1166, 1470, 1176]
crossword-number: 1: [629, 1369, 635, 1377]
cinemas-title: Οἱ ΚΙΝΗΜΑΤΟΓΡΑΦΟΙ: [1013, 520, 1157, 535]
exhibition-1-text: Εἰς τὸ Γαλλικὸν Ἰνστιτοῦτον ἐγκαινιάζεται ἔκθεσις ἔργων τῆς ζωγράφου Σουζὰν Μαρτὲν.: [1176, 1250, 1369, 1272]
problem-solution-label: ΛΥΣΙΣ ΤΟΥ ΠΡΟΗΓΟΥΜΕΝΟΥ: [438, 1182, 548, 1191]
crossword-cell-black: [661, 1400, 679, 1418]
crossword-cell-black: [731, 1505, 749, 1522]
crossword-number: 3: [665, 1369, 670, 1377]
owners: Ι. ΒΕΛΛΙΔΗΣ (Μοναστηρίου 85): [437, 150, 549, 159]
crossword-cell: [643, 1452, 661, 1470]
pharmacy-item: 12. Ἀσκληπιὸς Πανεπιστημίου 20: [406, 1343, 524, 1352]
shows-continue: ΣΥΝΕΧΕΙΑ ΕΙΣ ΤΗΝ 3ΗΝ ΣΕΛ.: [1030, 1616, 1140, 1625]
serial-kicker: Δραματικὸ ἀστυνομικὸ μυθιστόρημα: [26, 1733, 633, 1762]
crossword-cell: [625, 1400, 643, 1418]
crossword-cell: [713, 1382, 731, 1400]
lecture-2: ΤΟΥ κ. Κ. ΓΕΩΡΓΟΥΣΕΑ: [1377, 1230, 1478, 1239]
crossword-cell: [765, 1505, 783, 1522]
printing-label: Διευθυντὴς τυπογραφείου: [448, 215, 538, 224]
cyprus-col-2: χρόνων μέχρι σήμερα γραμμένη ἀπὸ τὸ χέρι ἑνὸς ἀνθρώπου ποὺ ἀγάπησε τὸ νησὶ σὰν δικό του. Οἱ σελίδες γιὰ τὴν ἀρχαία Σαλαμίνα, γιὰ τὴν Πάφο καὶ τὸν Κίτιο εἶναι γεμάτες ἀπὸ λεπτομέρειες ποὺ μόνο ἕνας ἐρευνητὴς θὰ μποροῦσε νὰ συγκεντρώσει. Ὅταν φτάνει στὴ σύγχρονη ἱστορία, ὁ τόνος γίνεται πιὸ σοβαρός. Μιλᾶ γιὰ τὸν ἀγῶνα τοῦ κυπριακοῦ λαοῦ, γιὰ τὶς θυσίες καὶ τὶς ἐλπίδες του. Δὲν κάνει πολιτική, ἀλλὰ καταγράφει μὲ εἰλικρίνεια αὐτὸ ποὺ εἶδε καὶ ἄκουσε. Ὁ Κύπριος ἀγρότης, ὁ ψαράς, ὁ μαστορας, ὁ δάσκαλος στὸ μικρὸ σχολεῖο τοῦ χωριοῦ — ὅλοι ἔχουν τὴ θέση τους σὲ αὐτὸ τὸ πανόραμα. Καὶ μέσα ἀπὸ τὶς ἱστορίες τους ξεπροβάλλει ἡ εἰκόνα ἑνὸς λαοῦ ποὺ δὲν ἔπαψε ποτὲ νὰ πιστεύει στὸ μέλλον του, ὅσο δύσκολοι κι ἂν ἦταν οἱ καιροί.: [795, 311, 988, 514]
crossword-number: 6: [717, 1369, 723, 1377]
pharmacy-item: 11. Ἀγγελίδου Ἐγνατίας 117: [406, 1333, 504, 1342]
crossword-grid: [623, 1380, 785, 1542]
hospitals-section: ΝΟΣΟΚΟΜΕΙΑ: [406, 1361, 596, 1383]
crossword-cell: [695, 1382, 713, 1400]
crossword-cell: [643, 1400, 661, 1418]
crossword-cell: [678, 1488, 695, 1506]
serial-col-4: Ἡ ἀστυνομία εἶχε ἤδη ἀρχίσει τὶς ἔρευνες. Ὁ ἐπιθεωρητὴς ἐξέταζε προσεκτικὰ κάθε λεπτομέρεια τοῦ δωματίου. Στὸ τραπέζι βρῆκε ἕνα γράμμα, ἀνοιγμένο. — Ποιὸς τὸ ἔγραψε; ρώτησε. — Δὲν ξέρω, ἀπάντησε ὁ ὑπηρέτης. Τὸ βρῆκα ἐδῶ τὸ πρωΐ. Ὁ ἐπιθεωρητὴς τὸ διάβασε σιωπηλά, ὕστερα τὸ ἔβαλε στὴν τσέπη του.: [647, 2002, 1160, 2034]
